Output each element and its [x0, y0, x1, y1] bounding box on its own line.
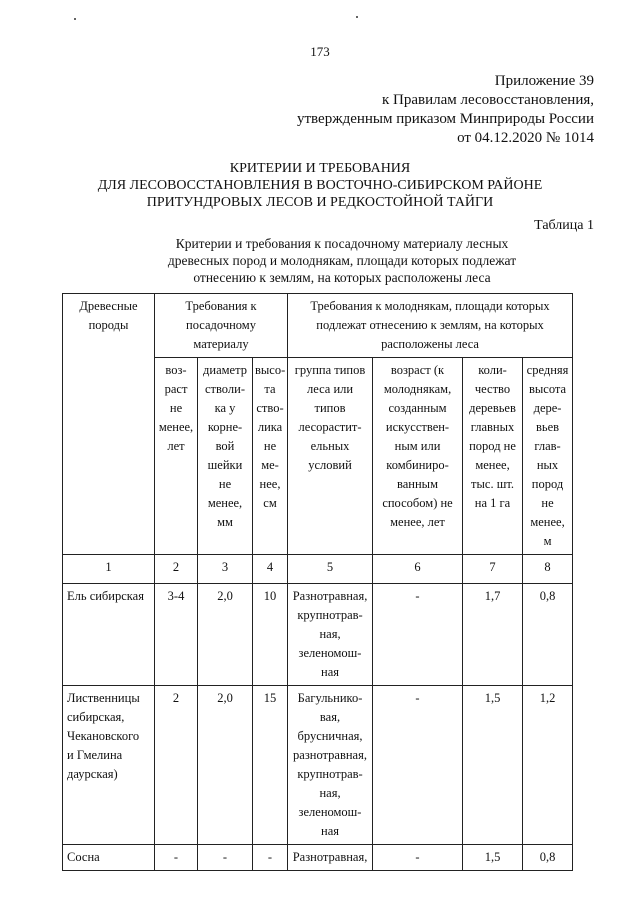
cell-age: 3-4: [155, 584, 198, 686]
cell-text: разнотравная,: [293, 748, 367, 762]
header-text: лесорастит-: [298, 420, 362, 434]
header-text: пород: [531, 477, 564, 491]
header-text: группа типов: [294, 363, 366, 377]
cell-tree-count: 1,5: [463, 845, 523, 871]
cell-text: ная,: [319, 627, 341, 641]
cell-text: даурская): [67, 767, 118, 781]
table-caption: [152, 235, 532, 286]
appendix-line: от 04.12.2020 № 1014: [457, 130, 594, 146]
column-number: 3: [198, 555, 253, 584]
cell-text: Разнотравная,: [292, 850, 368, 864]
header-species: [63, 294, 155, 555]
cell-text: Лиственницы: [67, 691, 140, 705]
appendix-line: к Правилам лесовосстановления,: [381, 92, 594, 108]
cell-text: крупнотрав-: [297, 608, 363, 622]
cell-young-age: -: [373, 686, 463, 845]
table-label: Таблица 1: [534, 218, 594, 233]
header-text: Требования к: [185, 299, 257, 313]
header-text: дере-: [533, 401, 562, 415]
header-text: диаметр: [203, 363, 247, 377]
page-number: 173: [310, 44, 330, 59]
appendix-line: Приложение 39: [494, 73, 594, 89]
cell-species: [63, 686, 155, 845]
header-text: типов: [314, 401, 346, 415]
header-text: ельных: [310, 439, 350, 453]
scan-speck: [356, 16, 358, 18]
header-text: вьев: [535, 420, 560, 434]
appendix-line: утвержденным приказом Минприроды России: [297, 111, 594, 127]
subheader-age: [155, 358, 198, 555]
header-text: подлежат отнесению к землям, на которых: [316, 318, 544, 332]
header-text: условий: [308, 458, 352, 472]
header-text: высо-: [255, 363, 286, 377]
header-text: ме-: [261, 458, 279, 472]
header-text: раст: [164, 382, 188, 396]
table-row: [63, 686, 573, 845]
table-row: [63, 584, 573, 686]
subheader-diameter: [198, 358, 253, 555]
header-text: расположены леса: [381, 337, 479, 351]
cell-text: ная,: [319, 786, 341, 800]
cell-text: брусничная,: [297, 729, 363, 743]
title-line: ПРИТУНДРОВЫХ ЛЕСОВ И РЕДКОСТОЙНОЙ ТАЙГИ: [146, 195, 494, 210]
cell-age: 2: [155, 686, 198, 845]
cell-height: 15: [253, 686, 288, 845]
header-text: главных: [470, 420, 515, 434]
cell-text: крупнотрав-: [297, 767, 363, 781]
header-text: высота: [528, 382, 567, 396]
cell-age: -: [155, 845, 198, 871]
cell-tree-count: 1,5: [463, 686, 523, 845]
column-number: 2: [155, 555, 198, 584]
header-text: тыс. шт.: [471, 477, 514, 491]
header-text: м: [543, 534, 552, 548]
title-line: ДЛЯ ЛЕСОВОССТАНОВЛЕНИЯ В ВОСТОЧНО-СИБИРСКОМ РАЙОНЕ: [97, 178, 543, 193]
cell-forest-type: [288, 686, 373, 845]
header-text: не: [169, 401, 183, 415]
cell-text: Чекановского: [67, 729, 140, 743]
cell-text: Багульнико-: [297, 691, 363, 705]
column-number: 5: [288, 555, 373, 584]
header-text: нее,: [259, 477, 281, 491]
subheader-tree-count: [463, 358, 523, 555]
column-number: 8: [523, 555, 573, 584]
caption-line: Критерии и требования к посадочному материалу лесных: [175, 236, 509, 251]
cell-young-age: -: [373, 584, 463, 686]
header-text: менее,: [207, 496, 243, 510]
header-text: корне-: [207, 420, 243, 434]
cell-height: 10: [253, 584, 288, 686]
header-text: стволи-: [204, 382, 245, 396]
cell-young-age: -: [373, 845, 463, 871]
header-text: Требования к молоднякам, площади которых: [310, 299, 550, 313]
header-text: на 1 га: [474, 496, 511, 510]
cell-forest-type: [288, 584, 373, 686]
header-text: искусствен-: [385, 420, 450, 434]
header-text: молоднякам,: [383, 382, 452, 396]
subheader-height: [253, 358, 288, 555]
header-young-stands: [288, 294, 573, 358]
header-text: ным или: [394, 439, 441, 453]
cell-species: [63, 845, 155, 871]
document-title: [0, 160, 640, 211]
column-number: 7: [463, 555, 523, 584]
subheader-young-age: [373, 358, 463, 555]
cell-forest-type: [288, 845, 373, 871]
cell-avg-height: 0,8: [523, 845, 573, 871]
header-text: породы: [88, 318, 129, 332]
header-text: ка у: [214, 401, 236, 415]
cell-avg-height: 1,2: [523, 686, 573, 845]
scan-speck: [74, 18, 76, 20]
header-text: вой: [215, 439, 235, 453]
cell-text: Сосна: [67, 850, 100, 864]
cell-text: ная: [321, 665, 340, 679]
column-number: 6: [373, 555, 463, 584]
column-number: 4: [253, 555, 288, 584]
cell-species: [63, 584, 155, 686]
header-text: Древесные: [79, 299, 138, 313]
header-text: не: [218, 477, 232, 491]
cell-text: и Гмелина: [67, 748, 123, 762]
header-text: глав-: [534, 439, 561, 453]
cell-text: сибирская,: [67, 710, 125, 724]
cell-text: зеленомош-: [298, 805, 362, 819]
header-text: деревьев: [469, 401, 516, 415]
header-text: леса или: [306, 382, 354, 396]
appendix-reference: [297, 72, 594, 148]
header-text: ванным: [397, 477, 438, 491]
header-text: возраст (к: [390, 363, 445, 377]
header-text: коли-: [478, 363, 507, 377]
header-text: не: [541, 496, 554, 510]
header-text: лика: [257, 420, 283, 434]
title-line: КРИТЕРИИ И ТРЕБОВАНИЯ: [229, 161, 411, 176]
cell-diameter: 2,0: [198, 686, 253, 845]
cell-height: -: [253, 845, 288, 871]
table-header-row: [63, 294, 573, 358]
header-text: менее,: [530, 515, 565, 529]
subheader-avg-height: [523, 358, 573, 555]
header-text: пород не: [469, 439, 516, 453]
column-number: 1: [63, 555, 155, 584]
cell-text: Ель сибирская: [67, 589, 144, 603]
cell-text: зеленомош-: [298, 646, 362, 660]
cell-text: вая,: [319, 710, 341, 724]
cell-diameter: -: [198, 845, 253, 871]
header-text: комбиниро-: [386, 458, 449, 472]
cell-avg-height: 0,8: [523, 584, 573, 686]
header-text: шейки: [207, 458, 243, 472]
header-text: та: [264, 382, 276, 396]
header-planting-material: [155, 294, 288, 358]
header-text: посадочному: [186, 318, 256, 332]
header-text: воз-: [165, 363, 187, 377]
header-text: не: [263, 439, 277, 453]
cell-tree-count: 1,7: [463, 584, 523, 686]
header-text: чество: [474, 382, 511, 396]
header-text: материалу: [193, 337, 249, 351]
header-text: созданным: [388, 401, 447, 415]
cell-diameter: 2,0: [198, 584, 253, 686]
cell-text: Разнотравная,: [292, 589, 368, 603]
header-text: ство-: [256, 401, 284, 415]
requirements-table: [62, 293, 573, 871]
header-text: способом) не: [382, 496, 453, 510]
header-text: средняя: [526, 363, 569, 377]
caption-line: отнесению к землям, на которых расположены леса: [193, 270, 491, 285]
cell-text: ная: [321, 824, 340, 838]
header-text: менее, лет: [390, 515, 445, 529]
header-text: ных: [536, 458, 559, 472]
subheader-forest-type: [288, 358, 373, 555]
header-text: лет: [167, 439, 185, 453]
header-text: мм: [217, 515, 233, 529]
caption-line: древесных пород и молоднякам, площади которых подлежат: [167, 253, 517, 268]
table-row: [63, 845, 573, 871]
header-text: менее,: [158, 420, 194, 434]
header-text: см: [263, 496, 277, 510]
header-text: менее,: [475, 458, 510, 472]
column-number-row: [63, 555, 573, 584]
